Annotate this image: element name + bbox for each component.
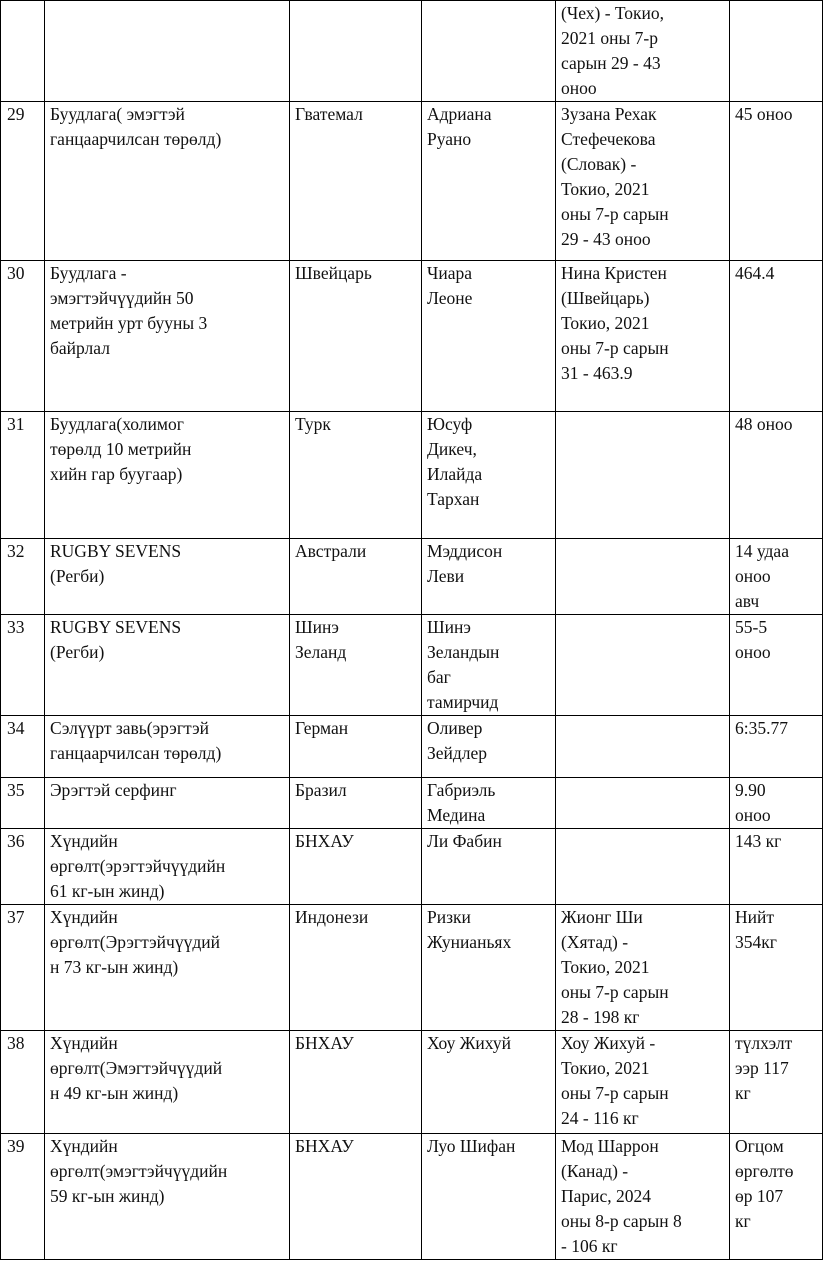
- cell-country: Гватемал: [290, 102, 422, 261]
- cell-country: БНХАУ: [290, 829, 422, 905]
- cell-result: Нийт 354кг: [730, 905, 823, 1031]
- table-row: [1, 905, 823, 1031]
- cell-result: 55-5 оноо: [730, 615, 823, 716]
- cell-result: 48 оноо: [730, 412, 823, 539]
- cell-result: Огцом өргөлтө өр 107 кг: [730, 1134, 823, 1260]
- table-row: [1, 1, 823, 102]
- cell-previous-record: Хоу Жихуй - Токио, 2021 оны 7-р сарын 24 - 116 кг: [556, 1031, 730, 1134]
- cell-event: Хүндийн өргөлт(эрэгтэйчүүдийн 61 кг-ын жинд): [45, 829, 290, 905]
- cell-country: Бразил: [290, 778, 422, 829]
- cell-result: 45 оноо: [730, 102, 823, 261]
- cell-previous-record: Мод Шаррон (Канад) - Парис, 2024 оны 8-р сарын 8 - 106 кг: [556, 1134, 730, 1260]
- table-row: [1, 829, 823, 905]
- table-row: [1, 1031, 823, 1134]
- cell-previous-record: [556, 539, 730, 615]
- cell-result: 9.90 оноо: [730, 778, 823, 829]
- cell-event: Буудлага( эмэгтэй ганцаарчилсан төрөлд): [45, 102, 290, 261]
- cell-number: 35: [1, 778, 45, 829]
- cell-country: Шинэ Зеланд: [290, 615, 422, 716]
- cell-event: Хүндийн өргөлт(эмэгтэйчүүдийн 59 кг-ын жинд): [45, 1134, 290, 1260]
- cell-athlete: Чиара Леоне: [422, 261, 556, 412]
- cell-event: Буудлага(холимог төрөлд 10 метрийн хийн гар буугаар): [45, 412, 290, 539]
- cell-event: Эрэгтэй серфинг: [45, 778, 290, 829]
- cell-country: Герман: [290, 716, 422, 778]
- cell-country: Турк: [290, 412, 422, 539]
- cell-country: БНХАУ: [290, 1134, 422, 1260]
- cell-event: Хүндийн өргөлт(Эмэгтэйчүүдий н 49 кг-ын жинд): [45, 1031, 290, 1134]
- cell-athlete: Адриана Руано: [422, 102, 556, 261]
- cell-number: 34: [1, 716, 45, 778]
- cell-number: 39: [1, 1134, 45, 1260]
- table-row: [1, 716, 823, 778]
- cell-number: [1, 1, 45, 102]
- table-row: [1, 261, 823, 412]
- cell-event: Хүндийн өргөлт(Эрэгтэйчүүдий н 73 кг-ын жинд): [45, 905, 290, 1031]
- table-row: [1, 778, 823, 829]
- table-row: [1, 539, 823, 615]
- cell-event: Буудлага - эмэгтэйчүүдийн 50 метрийн урт бууны 3 байрлал: [45, 261, 290, 412]
- cell-result: [730, 1, 823, 102]
- cell-event: Сэлүүрт завь(эрэгтэй ганцаарчилсан төрөлд): [45, 716, 290, 778]
- cell-previous-record: [556, 412, 730, 539]
- cell-previous-record: [556, 716, 730, 778]
- cell-number: 38: [1, 1031, 45, 1134]
- cell-athlete: Юсуф Дикеч, Илайда Тархан: [422, 412, 556, 539]
- cell-event: [45, 1, 290, 102]
- cell-country: [290, 1, 422, 102]
- cell-number: 31: [1, 412, 45, 539]
- cell-country: БНХАУ: [290, 1031, 422, 1134]
- cell-athlete: [422, 1, 556, 102]
- cell-result: 464.4: [730, 261, 823, 412]
- cell-result: 6:35.77: [730, 716, 823, 778]
- cell-result: түлхэлт ээр 117 кг: [730, 1031, 823, 1134]
- cell-number: 33: [1, 615, 45, 716]
- cell-athlete: Шинэ Зеландын баг тамирчид: [422, 615, 556, 716]
- cell-country: Индонези: [290, 905, 422, 1031]
- table-row: [1, 102, 823, 261]
- cell-previous-record: [556, 829, 730, 905]
- cell-previous-record: (Чех) - Токио, 2021 оны 7-р сарын 29 - 43 оноо: [556, 1, 730, 102]
- cell-athlete: Ли Фабин: [422, 829, 556, 905]
- cell-country: Австрали: [290, 539, 422, 615]
- cell-athlete: Луо Шифан: [422, 1134, 556, 1260]
- table-row: [1, 412, 823, 539]
- cell-event: RUGBY SEVENS (Регби): [45, 539, 290, 615]
- table-row: [1, 615, 823, 716]
- cell-athlete: Хоу Жихуй: [422, 1031, 556, 1134]
- cell-previous-record: Зузана Рехак Стефечекова (Словак) - Токио, 2021 оны 7-р сарын 29 - 43 оноо: [556, 102, 730, 261]
- cell-number: 36: [1, 829, 45, 905]
- cell-athlete: Оливер Зейдлер: [422, 716, 556, 778]
- cell-number: 32: [1, 539, 45, 615]
- table-row: [1, 1134, 823, 1260]
- cell-country: Швейцарь: [290, 261, 422, 412]
- cell-athlete: Габриэль Медина: [422, 778, 556, 829]
- cell-athlete: Ризки Жунианьях: [422, 905, 556, 1031]
- cell-previous-record: Жионг Ши (Хятад) - Токио, 2021 оны 7-р сарын 28 - 198 кг: [556, 905, 730, 1031]
- cell-previous-record: [556, 615, 730, 716]
- cell-event: RUGBY SEVENS (Регби): [45, 615, 290, 716]
- cell-number: 30: [1, 261, 45, 412]
- cell-result: 143 кг: [730, 829, 823, 905]
- cell-number: 29: [1, 102, 45, 261]
- cell-previous-record: [556, 778, 730, 829]
- records-table-body: [1, 1, 823, 1260]
- cell-number: 37: [1, 905, 45, 1031]
- cell-result: 14 удаа оноо авч: [730, 539, 823, 615]
- cell-athlete: Мэддисон Леви: [422, 539, 556, 615]
- cell-previous-record: Нина Кристен (Швейцарь) Токио, 2021 оны 7-р сарын 31 - 463.9: [556, 261, 730, 412]
